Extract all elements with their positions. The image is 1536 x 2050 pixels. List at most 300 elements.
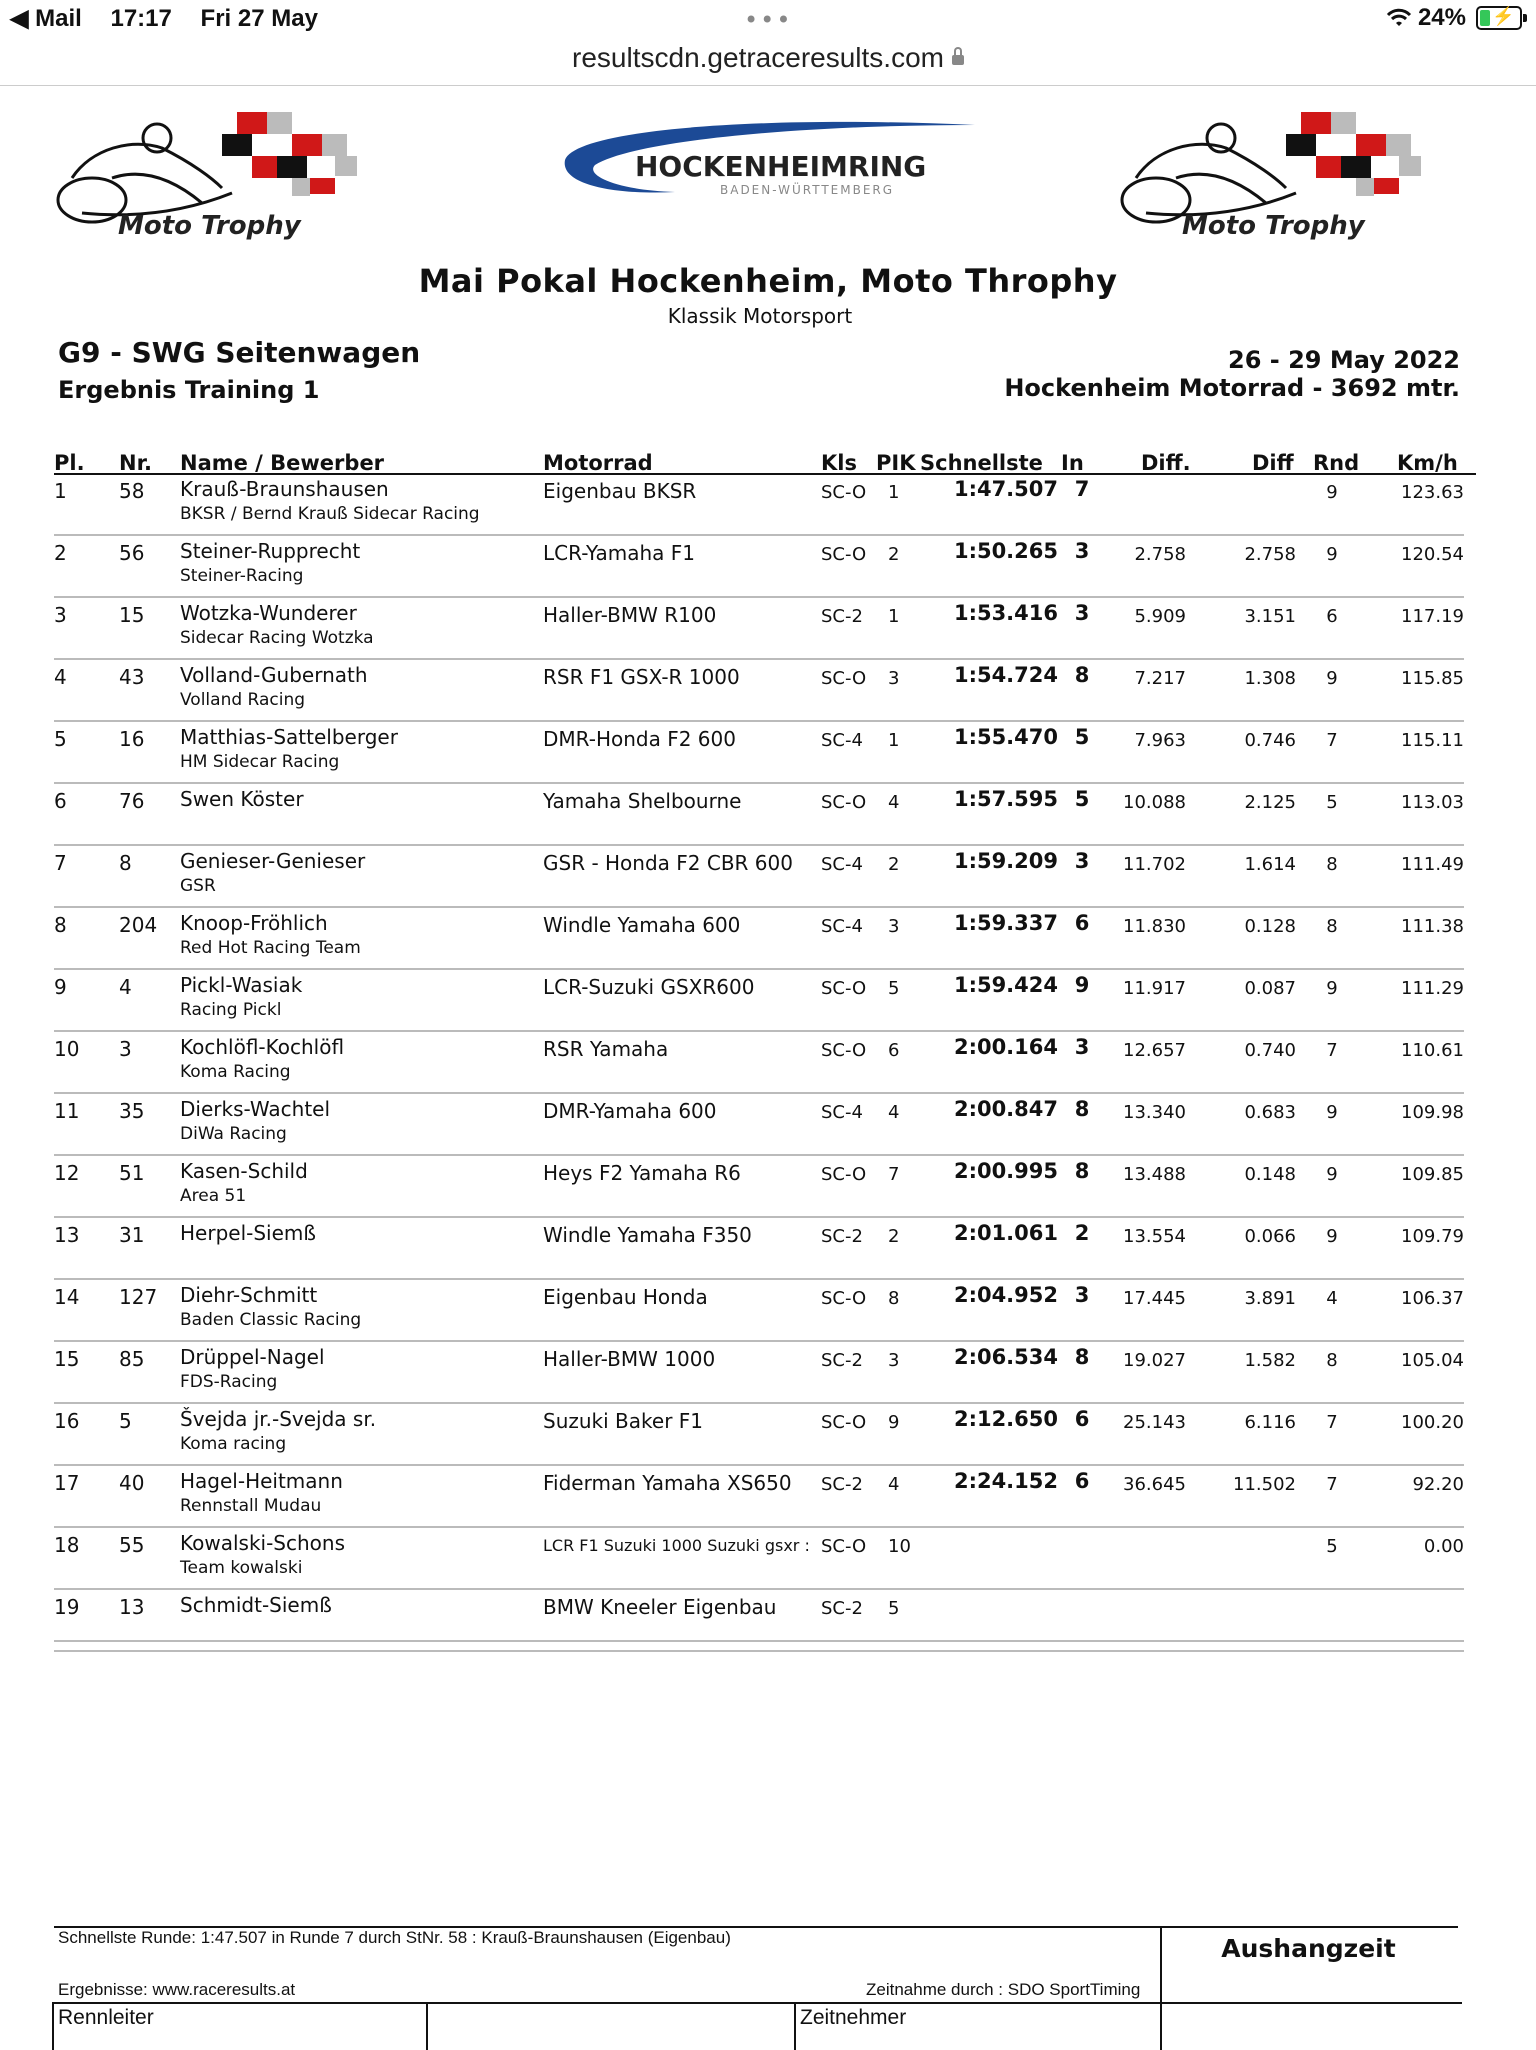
- gap-to-leader: 13.554: [1123, 1226, 1186, 1247]
- speed-kmh: 0.00: [1423, 1536, 1464, 1557]
- motorcycle: DMR-Yamaha 600: [543, 1099, 717, 1123]
- best-lap: 2:12.650: [953, 1407, 1058, 1431]
- table-row: [54, 1404, 1464, 1466]
- motorcycle: BMW Kneeler Eigenbau: [543, 1595, 777, 1619]
- start-number: 127: [119, 1285, 158, 1309]
- browser-address-bar[interactable]: [0, 40, 1536, 86]
- speed-kmh: 111.49: [1401, 854, 1464, 875]
- race-director-cell: [54, 2004, 428, 2050]
- laps: 7: [1326, 730, 1338, 751]
- motorcycle: Windle Yamaha F350: [543, 1223, 752, 1247]
- svg-text:Moto Trophy: Moto Trophy: [118, 211, 301, 241]
- col-moto: Motorrad: [543, 451, 653, 475]
- driver-names: Herpel-Siemß: [180, 1221, 316, 1245]
- driver-names: Pickl-Wasiak: [180, 973, 303, 997]
- start-number: 76: [119, 789, 145, 813]
- table-row: [54, 1094, 1464, 1156]
- position: 10: [54, 1037, 80, 1061]
- driver-names: Diehr-Schmitt: [180, 1283, 318, 1307]
- motorcycle: Haller-BMW 1000: [543, 1347, 716, 1371]
- motorcycle: RSR F1 GSX-R 1000: [543, 665, 740, 689]
- class-position: 4: [888, 792, 900, 813]
- speed-kmh: 109.79: [1401, 1226, 1464, 1247]
- gap-to-leader: 19.027: [1123, 1350, 1186, 1371]
- best-lap: 1:59.424: [953, 973, 1058, 997]
- driver-names: Krauß-Braunshausen: [180, 477, 389, 501]
- best-lap-number: 5: [1074, 787, 1090, 811]
- best-lap-number: 6: [1074, 1469, 1090, 1493]
- team-name: Sidecar Racing Wotzka: [180, 628, 374, 648]
- driver-names: Kasen-Schild: [180, 1159, 308, 1183]
- best-lap-number: 5: [1074, 725, 1090, 749]
- speed-kmh: 113.03: [1401, 792, 1464, 813]
- team-name: FDS-Racing: [180, 1372, 278, 1392]
- driver-names: Schmidt-Siemß: [180, 1593, 332, 1617]
- col-name: Name / Bewerber: [180, 451, 385, 475]
- driver-names: Matthias-Sattelberger: [180, 725, 398, 749]
- best-lap-number: 8: [1074, 663, 1090, 687]
- driver-names: Hagel-Heitmann: [180, 1469, 343, 1493]
- race-director-label: Rennleiter: [58, 2006, 154, 2029]
- class-position: 1: [888, 606, 900, 627]
- motorcycle: Windle Yamaha 600: [543, 913, 741, 937]
- gap-to-leader: 13.488: [1123, 1164, 1186, 1185]
- gap-to-leader: 17.445: [1123, 1288, 1186, 1309]
- speed-kmh: 109.85: [1401, 1164, 1464, 1185]
- best-lap: 2:06.534: [953, 1345, 1058, 1369]
- driver-names: Dierks-Wachtel: [180, 1097, 331, 1121]
- best-lap: 2:01.061: [953, 1221, 1058, 1245]
- laps: 7: [1326, 1412, 1338, 1433]
- driver-names: Swen Köster: [180, 787, 304, 811]
- class-position: 2: [888, 1226, 900, 1247]
- results-table-header: [54, 451, 1476, 475]
- team-name: Steiner-Racing: [180, 566, 304, 586]
- position: 19: [54, 1595, 80, 1619]
- best-lap-number: 8: [1074, 1097, 1090, 1121]
- class-position: 2: [888, 544, 900, 565]
- laps: 9: [1326, 668, 1338, 689]
- speed-kmh: 111.29: [1401, 978, 1464, 999]
- col-diff: Diff.: [1141, 451, 1191, 475]
- class: SC-2: [821, 1350, 863, 1371]
- gap-to-previous: 2.758: [1244, 544, 1296, 565]
- team-name: DiWa Racing: [180, 1124, 287, 1144]
- best-lap: 1:53.416: [953, 601, 1058, 625]
- start-number: 204: [119, 913, 158, 937]
- position: 8: [54, 913, 67, 937]
- motorcycle: Heys F2 Yamaha R6: [543, 1161, 741, 1185]
- gap-to-previous: 0.087: [1244, 978, 1296, 999]
- motorcycle: Eigenbau BKSR: [543, 479, 697, 503]
- lock-icon: [952, 55, 964, 65]
- class-position: 4: [888, 1102, 900, 1123]
- speed-kmh: 100.20: [1401, 1412, 1464, 1433]
- position: 14: [54, 1285, 80, 1309]
- gap-to-previous: 0.740: [1244, 1040, 1296, 1061]
- laps: 9: [1326, 544, 1338, 565]
- position: 12: [54, 1161, 80, 1185]
- start-number: 16: [119, 727, 145, 751]
- class-position: 7: [888, 1164, 900, 1185]
- event-dates: 26 - 29 May 2022: [1228, 346, 1460, 374]
- start-number: 58: [119, 479, 145, 503]
- gap-to-leader: 2.758: [1134, 544, 1186, 565]
- laps: 9: [1326, 978, 1338, 999]
- position: 3: [54, 603, 67, 627]
- best-lap-number: 3: [1074, 1283, 1090, 1307]
- class-position: 3: [888, 668, 900, 689]
- class: SC-2: [821, 1474, 863, 1495]
- position: 9: [54, 975, 67, 999]
- col-pik: PIK: [876, 451, 916, 475]
- status-left: [10, 4, 340, 33]
- start-number: 56: [119, 541, 145, 565]
- speed-kmh: 117.19: [1401, 606, 1464, 627]
- gap-to-leader: 5.909: [1134, 606, 1186, 627]
- start-number: 8: [119, 851, 132, 875]
- gap-to-leader: 36.645: [1123, 1474, 1186, 1495]
- class: SC-4: [821, 1102, 863, 1123]
- speed-kmh: 120.54: [1401, 544, 1464, 565]
- svg-text:BADEN-WÜRTTEMBERG: BADEN-WÜRTTEMBERG: [720, 183, 895, 197]
- table-row: [54, 1156, 1464, 1218]
- status-bar: [0, 0, 1536, 40]
- class: SC-O: [821, 1412, 867, 1433]
- col-kmh: Km/h: [1397, 451, 1458, 475]
- driver-names: Wotzka-Wunderer: [180, 601, 357, 625]
- laps: 5: [1326, 792, 1338, 813]
- gap-to-previous: 1.582: [1244, 1350, 1296, 1371]
- driver-names: Steiner-Rupprecht: [180, 539, 361, 563]
- best-lap-number: 2: [1074, 1221, 1090, 1245]
- driver-names: Knoop-Fröhlich: [180, 911, 328, 935]
- timekeeper-cell: [796, 2004, 1162, 2050]
- speed-kmh: 110.61: [1401, 1040, 1464, 1061]
- class: SC-2: [821, 1598, 863, 1619]
- motorcycle: LCR-Suzuki GSXR600: [543, 975, 755, 999]
- gap-to-leader: 25.143: [1123, 1412, 1186, 1433]
- best-lap: 2:00.164: [953, 1035, 1058, 1059]
- organizer: Klassik Motorsport: [667, 304, 853, 328]
- speed-kmh: 115.85: [1401, 668, 1464, 689]
- laps: 8: [1326, 916, 1338, 937]
- team-name: Baden Classic Racing: [180, 1310, 362, 1330]
- back-app-label: Mail: [35, 5, 82, 32]
- speed-kmh: 105.04: [1401, 1350, 1464, 1371]
- class: SC-4: [821, 916, 863, 937]
- signature-row: [52, 2002, 1462, 2050]
- start-number: 85: [119, 1347, 145, 1371]
- class-position: 3: [888, 916, 900, 937]
- gap-to-previous: 1.614: [1244, 854, 1296, 875]
- best-lap-number: 3: [1074, 849, 1090, 873]
- multitask-dots-icon[interactable]: •••: [744, 6, 793, 34]
- best-lap-number: 8: [1074, 1345, 1090, 1369]
- class: SC-O: [821, 544, 867, 565]
- table-row: [54, 1342, 1464, 1404]
- best-lap-number: 6: [1074, 1407, 1090, 1431]
- gap-to-previous: 6.116: [1244, 1412, 1296, 1433]
- driver-names: Genieser-Genieser: [180, 849, 366, 873]
- table-row: [54, 536, 1464, 598]
- svg-text:HOCKENHEIMRING: HOCKENHEIMRING: [635, 150, 927, 183]
- position: 15: [54, 1347, 80, 1371]
- motorcycle: LCR-Yamaha F1: [543, 541, 696, 565]
- fastest-lap-note: Schnellste Runde: 1:47.507 in Runde 7 durch StNr. 58 : Krauß-Braunshausen (Eigenbau): [58, 1928, 731, 1947]
- best-lap: 2:24.152: [953, 1469, 1058, 1493]
- best-lap: 1:47.507: [953, 477, 1058, 501]
- position: 11: [54, 1099, 80, 1123]
- gap-to-previous: 3.151: [1244, 606, 1296, 627]
- event-title: Mai Pokal Hockenheim, Moto Throphy: [418, 262, 1118, 300]
- motorcycle: LCR F1 Suzuki 1000 Suzuki gsxr :: [543, 1536, 810, 1555]
- best-lap: 1:55.470: [953, 725, 1058, 749]
- gap-to-previous: 3.891: [1244, 1288, 1296, 1309]
- class: SC-O: [821, 1164, 867, 1185]
- laps: 7: [1326, 1040, 1338, 1061]
- table-row: [54, 970, 1464, 1032]
- best-lap: 2:04.952: [953, 1283, 1058, 1307]
- laps: 8: [1326, 1350, 1338, 1371]
- table-row: [54, 908, 1464, 970]
- gap-to-leader: 11.830: [1123, 916, 1186, 937]
- best-lap: 2:00.995: [953, 1159, 1058, 1183]
- best-lap: 1:50.265: [953, 539, 1058, 563]
- class-position: 1: [888, 730, 900, 751]
- motorcycle: DMR-Honda F2 600: [543, 727, 736, 751]
- battery-icon: ⚡: [1476, 6, 1522, 30]
- table-row: [54, 1590, 1464, 1652]
- venue: Hockenheim Motorrad - 3692 mtr.: [1004, 374, 1460, 402]
- wifi-icon: [1386, 8, 1412, 28]
- class-position: 4: [888, 1474, 900, 1495]
- gap-to-previous: 0.746: [1244, 730, 1296, 751]
- status-right: [1386, 4, 1522, 32]
- col-pl: Pl.: [54, 451, 85, 475]
- gap-to-previous: 0.148: [1244, 1164, 1296, 1185]
- position: 13: [54, 1223, 80, 1247]
- col-best: Schnellste: [920, 451, 1043, 475]
- position: 7: [54, 851, 67, 875]
- team-name: Racing Pickl: [180, 1000, 282, 1020]
- gap-to-leader: 7.217: [1134, 668, 1186, 689]
- start-number: 55: [119, 1533, 145, 1557]
- col-in: In: [1061, 451, 1084, 475]
- driver-names: Kochlöfl-Kochlöfl: [180, 1035, 345, 1059]
- svg-text:Moto Trophy: Moto Trophy: [1182, 211, 1365, 241]
- col-diff2: Diff: [1252, 451, 1294, 475]
- team-name: Volland Racing: [180, 690, 306, 710]
- speed-kmh: 106.37: [1401, 1288, 1464, 1309]
- class: SC-4: [821, 854, 863, 875]
- team-name: GSR: [180, 876, 216, 896]
- table-row: [54, 474, 1464, 536]
- gap-to-previous: 0.066: [1244, 1226, 1296, 1247]
- col-kls: Kls: [821, 451, 857, 475]
- team-name: Area 51: [180, 1186, 247, 1206]
- class: SC-O: [821, 1040, 867, 1061]
- class-position: 5: [888, 978, 900, 999]
- best-lap-number: 3: [1074, 1035, 1090, 1059]
- class-position: 9: [888, 1412, 900, 1433]
- moto-trophy-logo-left: [52, 108, 392, 243]
- class-position: 10: [888, 1536, 911, 1557]
- battery-percent: 24%: [1417, 4, 1466, 31]
- motorcycle: Yamaha Shelbourne: [543, 789, 742, 813]
- timing-provider: Zeitnahme durch : SDO SportTiming: [866, 1980, 1141, 1999]
- best-lap: 2:00.847: [953, 1097, 1058, 1121]
- class: SC-O: [821, 668, 867, 689]
- laps: 9: [1326, 1164, 1338, 1185]
- laps: 5: [1326, 1536, 1338, 1557]
- laps: 9: [1326, 1226, 1338, 1247]
- motorcycle: GSR - Honda F2 CBR 600: [543, 851, 793, 875]
- start-number: 3: [119, 1037, 132, 1061]
- start-number: 4: [119, 975, 132, 999]
- class: SC-4: [821, 730, 863, 751]
- motorcycle: Haller-BMW R100: [543, 603, 717, 627]
- driver-names: Drüppel-Nagel: [180, 1345, 325, 1369]
- laps: 6: [1326, 606, 1338, 627]
- speed-kmh: 123.63: [1401, 482, 1464, 503]
- hockenheimring-logo: [555, 120, 975, 210]
- status-date: Fri 27 May: [200, 5, 318, 32]
- class-position: 2: [888, 854, 900, 875]
- race-director-signature-cell: [428, 2004, 796, 2050]
- col-rnd: Rnd: [1313, 451, 1360, 475]
- results-table-body: [54, 474, 1464, 1652]
- results-site: Ergebnisse: www.raceresults.at: [58, 1980, 296, 1999]
- gap-to-leader: 11.702: [1123, 854, 1186, 875]
- gap-to-previous: 1.308: [1244, 668, 1296, 689]
- best-lap-number: 9: [1074, 973, 1090, 997]
- class-position: 8: [888, 1288, 900, 1309]
- motorcycle: RSR Yamaha: [543, 1037, 669, 1061]
- laps: 9: [1326, 482, 1338, 503]
- best-lap: 1:57.595: [953, 787, 1058, 811]
- posting-time-label: Aushangzeit: [1221, 1934, 1396, 1963]
- back-to-mail-link[interactable]: ◀ Mail: [10, 5, 82, 32]
- status-time: 17:17: [110, 5, 172, 32]
- best-lap-number: 8: [1074, 1159, 1090, 1183]
- speed-kmh: 109.98: [1401, 1102, 1464, 1123]
- start-number: 5: [119, 1409, 132, 1433]
- gap-to-leader: 11.917: [1123, 978, 1186, 999]
- team-name: Red Hot Racing Team: [180, 938, 361, 958]
- class-position: 1: [888, 482, 900, 503]
- start-number: 13: [119, 1595, 145, 1619]
- gap-to-previous: 0.683: [1244, 1102, 1296, 1123]
- position: 2: [54, 541, 67, 565]
- driver-names: Švejda jr.-Svejda sr.: [180, 1407, 377, 1431]
- class: SC-2: [821, 606, 863, 627]
- class: SC-2: [821, 1226, 863, 1247]
- position: 6: [54, 789, 67, 813]
- class-position: 3: [888, 1350, 900, 1371]
- timekeeper-label: Zeitnehmer: [800, 2006, 907, 2029]
- table-row: [54, 660, 1464, 722]
- table-row: [54, 722, 1464, 784]
- position: 17: [54, 1471, 80, 1495]
- speed-kmh: 115.11: [1401, 730, 1464, 751]
- start-number: 35: [119, 1099, 145, 1123]
- best-lap-number: 7: [1074, 477, 1090, 501]
- laps: 9: [1326, 1102, 1338, 1123]
- class: SC-O: [821, 792, 867, 813]
- table-row: [54, 1218, 1464, 1280]
- team-name: HM Sidecar Racing: [180, 752, 340, 772]
- table-row: [54, 1466, 1464, 1528]
- gap-to-leader: 7.963: [1134, 730, 1186, 751]
- position: 5: [54, 727, 67, 751]
- driver-names: Volland-Gubernath: [180, 663, 368, 687]
- laps: 7: [1326, 1474, 1338, 1495]
- team-name: Team kowalski: [180, 1558, 303, 1578]
- table-row: [54, 784, 1464, 846]
- gap-to-previous: 2.125: [1244, 792, 1296, 813]
- start-number: 40: [119, 1471, 145, 1495]
- url-text: resultscdn.getraceresults.com: [572, 42, 944, 73]
- position: 4: [54, 665, 67, 689]
- gap-to-leader: 13.340: [1123, 1102, 1186, 1123]
- start-number: 31: [119, 1223, 145, 1247]
- best-lap: 1:59.209: [953, 849, 1058, 873]
- gap-to-previous: 11.502: [1233, 1474, 1296, 1495]
- team-name: BKSR / Bernd Krauß Sidecar Racing: [180, 504, 480, 524]
- team-name: Koma racing: [180, 1434, 287, 1454]
- table-row: [54, 1032, 1464, 1094]
- speed-kmh: 92.20: [1412, 1474, 1464, 1495]
- table-row: [54, 598, 1464, 660]
- start-number: 51: [119, 1161, 145, 1185]
- driver-names: Kowalski-Schons: [180, 1531, 345, 1555]
- start-number: 15: [119, 603, 145, 627]
- motorcycle: Suzuki Baker F1: [543, 1409, 703, 1433]
- best-lap: 1:54.724: [953, 663, 1058, 687]
- class: SC-O: [821, 1536, 867, 1557]
- class: SC-O: [821, 978, 867, 999]
- table-end-rule: [54, 1640, 1464, 1642]
- laps: 4: [1326, 1288, 1338, 1309]
- position: 1: [54, 479, 67, 503]
- motorcycle: Eigenbau Honda: [543, 1285, 708, 1309]
- laps: 8: [1326, 854, 1338, 875]
- position: 18: [54, 1533, 80, 1557]
- class-name: G9 - SWG Seitenwagen: [58, 336, 421, 369]
- start-number: 43: [119, 665, 145, 689]
- class: SC-O: [821, 1288, 867, 1309]
- class: SC-O: [821, 482, 867, 503]
- best-lap: 1:59.337: [953, 911, 1058, 935]
- speed-kmh: 111.38: [1401, 916, 1464, 937]
- best-lap-number: 3: [1074, 539, 1090, 563]
- gap-to-leader: 12.657: [1123, 1040, 1186, 1061]
- best-lap-number: 6: [1074, 911, 1090, 935]
- class-position: 5: [888, 1598, 900, 1619]
- table-row: [54, 846, 1464, 908]
- col-nr: Nr.: [119, 451, 152, 475]
- moto-trophy-logo-right: [1116, 108, 1456, 243]
- gap-to-previous: 0.128: [1244, 916, 1296, 937]
- position: 16: [54, 1409, 80, 1433]
- team-name: Rennstall Mudau: [180, 1496, 322, 1516]
- class-position: 6: [888, 1040, 900, 1061]
- motorcycle: Fiderman Yamaha XS650: [543, 1471, 792, 1495]
- gap-to-leader: 10.088: [1123, 792, 1186, 813]
- table-row: [54, 1280, 1464, 1342]
- best-lap-number: 3: [1074, 601, 1090, 625]
